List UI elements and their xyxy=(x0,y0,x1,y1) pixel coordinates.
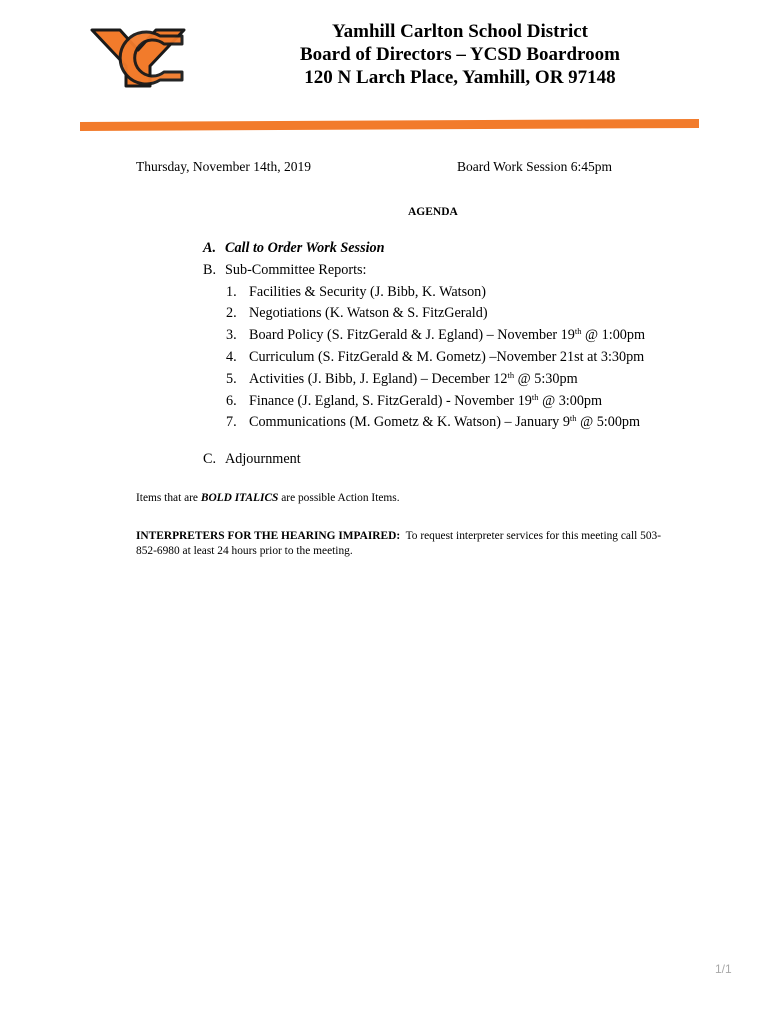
agenda-item-a xyxy=(203,238,645,260)
agenda-item-text: Call to Order Work Session xyxy=(225,240,385,256)
school-logo xyxy=(90,26,186,90)
action-items-note xyxy=(136,492,400,504)
meeting-date: Thursday, November 14th, 2019 xyxy=(136,159,311,174)
district-header xyxy=(260,20,660,89)
interpreter-text: To request interpreter services for this meeting call 503- xyxy=(400,530,662,542)
sub-item xyxy=(203,347,645,369)
sub-item-text: Negotiations (K. Watson & S. FitzGerald) xyxy=(249,305,488,322)
sub-item-number: 1. xyxy=(226,283,237,300)
agenda-letter: A. xyxy=(203,240,217,256)
agenda-letter: C. xyxy=(203,451,217,467)
sub-item-number: 5. xyxy=(226,370,237,387)
sub-item-time: @ 1:00pm xyxy=(581,327,646,344)
interpreter-label: INTERPRETERS FOR THE HEARING IMPAIRED: xyxy=(136,530,401,542)
sub-item-number: 7. xyxy=(226,414,237,431)
meeting-session: Board Work Session 6:45pm xyxy=(457,159,613,174)
sub-item xyxy=(203,282,645,304)
sub-item xyxy=(203,325,645,347)
agenda-item-text: Adjournment xyxy=(225,451,301,467)
note-text: are possible Action Items. xyxy=(278,492,400,504)
page-number: 1/1 xyxy=(715,962,732,976)
agenda-letter: B. xyxy=(203,261,217,278)
sub-item-text: Board Policy (S. FitzGerald & J. Egland) – November 19 xyxy=(249,327,575,344)
note-text: Items that are xyxy=(136,492,201,504)
sub-item-text: Facilities & Security (J. Bibb, K. Watson) xyxy=(249,283,487,300)
agenda-item-b xyxy=(203,260,645,282)
district-address: 120 N Larch Place, Yamhill, OR 97148 xyxy=(304,67,616,88)
sub-item-text: Curriculum (S. FitzGerald & M. Gometz) –November 21st at 3:30pm xyxy=(249,348,645,365)
ordinal-suffix: th xyxy=(507,369,515,380)
header-divider-bar xyxy=(80,119,699,131)
note-emphasis: BOLD ITALICS xyxy=(200,492,279,504)
board-location: Board of Directors – YCSD Boardroom xyxy=(300,44,620,65)
agenda-title: AGENDA xyxy=(408,206,458,218)
sub-item xyxy=(203,369,645,391)
sub-item-time: @ 3:00pm xyxy=(538,392,603,409)
sub-item-text: Activities (J. Bibb, J. Egland) – December 12 xyxy=(249,370,508,387)
interpreter-notice xyxy=(136,529,726,559)
sub-item xyxy=(203,303,645,325)
ordinal-suffix: th xyxy=(574,326,582,337)
agenda-item-text: Sub-Committee Reports: xyxy=(225,261,367,278)
sub-item-time: @ 5:30pm xyxy=(514,370,578,387)
sub-item-text: Communications (M. Gometz & K. Watson) – January 9 xyxy=(249,414,570,431)
ordinal-suffix: th xyxy=(569,413,577,424)
sub-item-time: @ 5:00pm xyxy=(576,414,641,431)
interpreter-text-cont: 852-6980 at least 24 hours prior to the meeting. xyxy=(136,545,353,557)
sub-item-number: 2. xyxy=(226,305,237,322)
sub-item xyxy=(203,391,645,413)
sub-item-number: 4. xyxy=(226,348,237,365)
sub-item-number: 3. xyxy=(226,327,237,344)
district-name: Yamhill Carlton School District xyxy=(332,21,588,42)
agenda-item-c xyxy=(203,451,301,468)
ordinal-suffix: th xyxy=(531,391,539,402)
agenda-list xyxy=(203,238,645,434)
sub-item-text: Finance (J. Egland, S. FitzGerald) - November 19 xyxy=(249,392,532,409)
sub-item-number: 6. xyxy=(226,392,237,409)
sub-item xyxy=(203,412,645,434)
